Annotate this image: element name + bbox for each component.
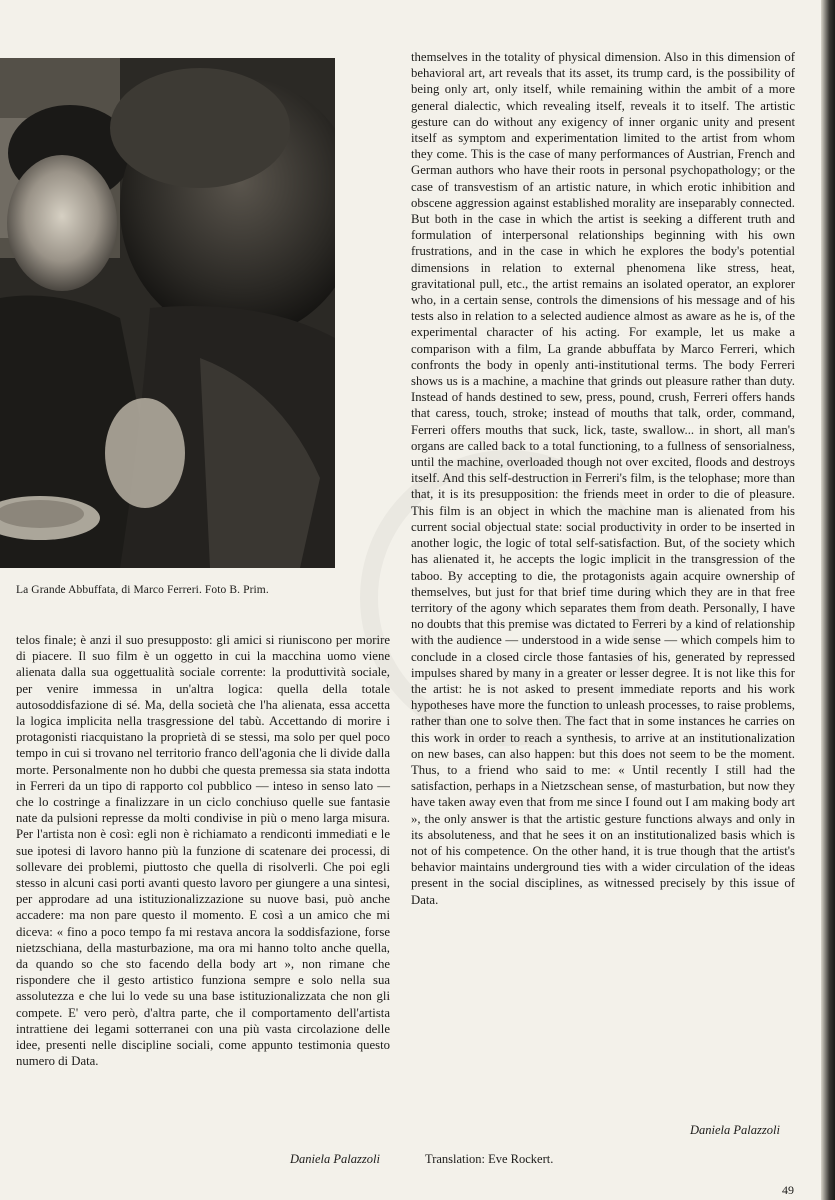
english-text-column — [411, 49, 795, 908]
film-still-photo — [0, 58, 335, 568]
page-number: 49 — [782, 1183, 794, 1197]
author-signature-italian: Daniela Palazzoli — [290, 1152, 380, 1166]
author-signature-english: Daniela Palazzoli — [690, 1123, 780, 1137]
photo-caption: La Grande Abbuffata, di Marco Ferreri. Foto B. Prim. — [16, 584, 269, 596]
italian-text-column — [16, 632, 390, 1069]
italian-paragraph: telos finale; è anzi il suo presupposto: gli amici si riuniscono per morire di piacere. Il suo film è un oggetto in cui la macchina uomo viene alienata dalla sua oggettualità sociale corrente: la produttività sociale, per venire immessa in un'altra logica: quella della totale autosoddisfazione di sé. Ma, della società che l'ha alienata, essa accetta la logica implicita nella trasgressione del tabù. Accettando di morire i protagonisti riacquistano la proprietà di se stessi, ma solo per quel poco tempo in cui si trovano nel territorio franco dell'agonia che li divide dalla morte. Personalmente non ho dubbi che questa premessa sia stata indotta in Ferreri da un tipo di rapporto col pubblico — inteso in senso lato — che lo costringe a finalizzare in un ciclo conchiuso quelle sue fantasie nate da pulsioni represse da molti condivise in più o meno larga misura. Per l'artista non è così: egli non è richiamato a rendiconti immediati e le sue ipotesi di lavoro hanno più la funzione di scatenare dei processi, di sollevare dei problemi, piuttosto che quella di risolverli. Che poi egli stesso in alcuni casi porti avanti questo lavoro per giungere a una sintesi, per approdare ad una istituzionalizzazione su nuove basi, può anche accadere: ma non pare questo il momento. E così a un amico che mi diceva: « fino a poco tempo fa mi restava ancora la soddisfazione, forse nietzschiana, della masturbazione, ma ora mi hanno tolto anche quella, da quando so che sto facendo della body art », non rimane che rispondere che il gesto artistico funziona sempre e solo nella sua assolutezza e che lui lo vede su una base istituzionalizzata che non gli compete. E' vero però, d'altra parte, che il comportamento dell'artista intrattiene dei legami sotterranei con una più vasta circolazione delle idee, presenti nelle discipline sociali, come appunto testimonia questo numero di Data. — [16, 633, 390, 1069]
english-paragraph: themselves in the totality of physical dimension. Also in this dimension of behavioral art, art reveals that its asset, its trump card, is the possibility of being only art, only itself, while remaining within the ambit of a more general dialectic, which revealing itself, reveals it to itself. The artistic gesture can do without any exigency of inner organic unity and present itself as symptom and experimentation limited to the artist from whom they come. This is the case of many performances of Austrian, French and German authors who have their roots in personal psychopathology; or the case of transvestism of an artistic nature, in which erotic inhibition and obscene aggression against established morality are inseparably connected. But both in the case in which the artist is seeking a different truth and formulation of interpersonal relationships beginning with his own frustrations, and in the case in which he explores the body's potential dimensions in relation to external phenomena like stress, heat, gravitational pull, etc., the artist remains an isolated operator, an explorer who, in a certain sense, controls the dimensions of his message and of his tests also in relation to a selected audience almost as aware as he is, of the experimental character of his acting. For example, let us make a comparison with a film, La grande abbuffata by Marco Ferreri, which confronts the body in openly anti-institutional terms. The body Ferreri shows us is a machine, a machine that grinds out pleasure rather than duty. Instead of hands destined to sew, press, pound, crush, Ferreri offers hands that caress, touch, stroke; instead of mouths that talk, order, command, Ferreri offers mouths that suck, lick, taste, swallow... in short, all man's organs are called back to a total functioning, to a fullness of sensorialness, until the machine, overloaded though not over excited, floods and destroys itself. And this self-destruction in Ferreri's film, is the telophase; more than that, it is its presupposition: the friends meet in order to die of pleasure. This film is an object in which the machine man is alienated from his current social objectual state: social productivity in order to be inserted in another logic, the logic of total self-satisfaction. But, of the society which has alienated it, he accepts the logic implicit in the transgression of the taboo. By accepting to die, the protagonists again acquire ownership of themselves, but just for that brief time during which they are in that free territory of the agony which separates them from death. Personally, I have no doubts that this premise was dictated to Ferreri by a kind of relationship with the audience — understood in a wide sense — which compels him to conclude in a closed circle those fantasies of his, generated by repressed impulses shared by many in a greater or lesser degree. It is not like this for the artist: he is not asked to present immediate reports and his work hypotheses have more the function to unleash processes, to raise problems, rather than one to solve then. The fact that in some instances he carries on this work in order to reach a synthesis, to arrive at an institutionalization on new bases, can also happen: but this does not seem to be the moment. Thus, to a friend who said to me: « Until recently I still had the satisfaction, perhaps in a Nietzschean sense, of masturbation, but now they have taken away even that from me since I found out I am making body art », the only answer is that the artistic gesture functions always and only in its absoluteness, and that he sees it on an institutionalized basis which is not of his competence. On the other hand, it is true though that the artist's behavior maintains underground ties with a wider circulation of the ideas present in the social disciplines, as witnessed precisely by this issue of Data. — [411, 50, 795, 907]
translation-credit: Translation: Eve Rockert. — [425, 1152, 554, 1166]
page-edge-shadow — [821, 0, 835, 1200]
